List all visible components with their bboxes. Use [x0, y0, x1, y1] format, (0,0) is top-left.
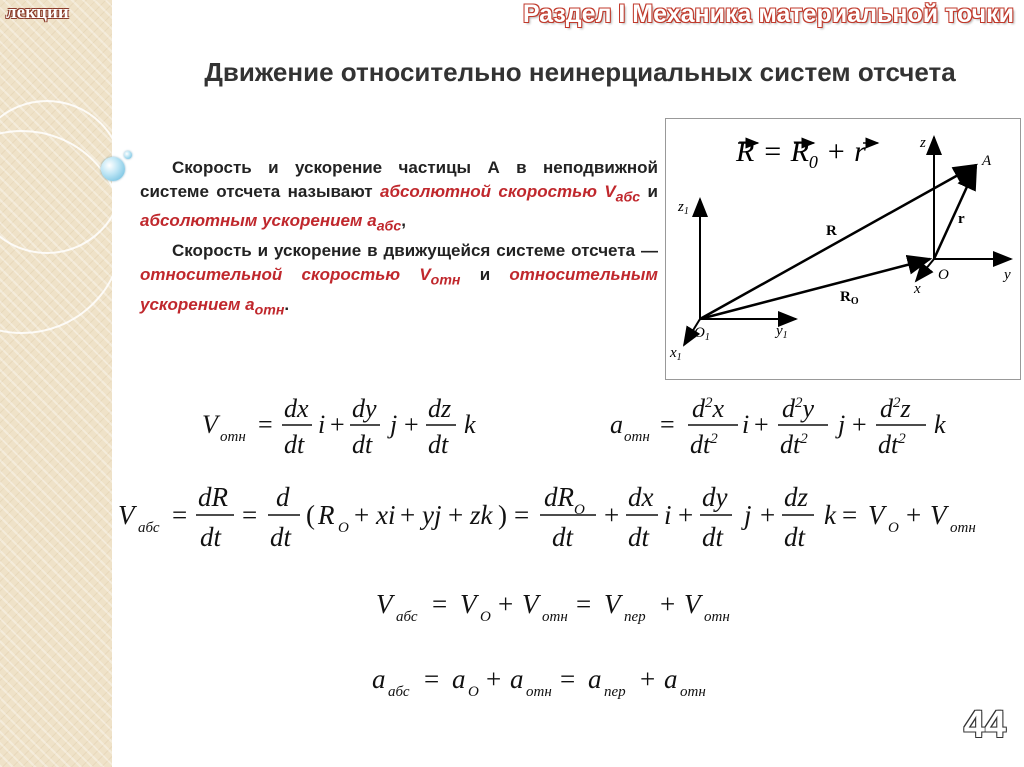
label-y1: $y_1$	[776, 323, 788, 341]
svg-text:V: V	[460, 589, 477, 619]
vector-RO	[700, 259, 930, 319]
svg-text:+: +	[604, 500, 620, 530]
svg-text:=: =	[242, 500, 258, 530]
vector-diagram	[666, 119, 1020, 379]
svg-text:R: R	[318, 500, 335, 530]
svg-text:отн: отн	[624, 429, 650, 445]
svg-text:отн: отн	[220, 429, 246, 445]
vector-r	[934, 167, 976, 259]
svg-text:dt: dt	[702, 522, 724, 552]
svg-text:V: V	[202, 410, 218, 439]
svg-text:dt: dt	[200, 522, 222, 552]
svg-text:пер: пер	[604, 684, 626, 700]
svg-text:a: a	[452, 664, 466, 694]
svg-text:dt: dt	[552, 522, 574, 552]
reference-frames-figure	[665, 118, 1021, 380]
svg-text:=: =	[842, 500, 858, 530]
label-r: r	[958, 211, 965, 227]
label-A: A	[982, 153, 992, 169]
svg-text:=: =	[660, 410, 675, 439]
svg-text:V: V	[522, 589, 539, 619]
lectures-label[interactable]: лекции	[6, 2, 69, 23]
label-RO: $R_O$	[840, 289, 859, 307]
svg-text:zk: zk	[470, 500, 493, 530]
label-y: y	[1004, 267, 1011, 283]
svg-text:): )	[498, 500, 507, 530]
formula-a-abs-sum	[370, 650, 790, 710]
label-z: z	[920, 135, 926, 151]
svg-text:dt2: $dt^2$	[878, 430, 906, 459]
svg-text:абс: абс	[388, 684, 410, 700]
svg-text:+: +	[640, 664, 656, 694]
slide-title: Движение относительно неинерциальных систем отсчета	[204, 57, 956, 87]
svg-text:+: +	[760, 500, 776, 530]
formula-a-rel	[608, 385, 978, 465]
svg-text:пер: пер	[624, 609, 646, 625]
svg-text:V: V	[604, 589, 621, 619]
svg-text:i: i	[742, 410, 750, 439]
label-O1: $O_1$	[694, 325, 710, 343]
svg-text:O: O	[888, 520, 899, 536]
svg-text:=: =	[258, 410, 273, 439]
svg-text:O: O	[480, 609, 491, 625]
paragraph-relative: Скорость и ускорение в движущейся системе отсчета — относительной скоростью $V_{отн}$ и относительным ускорением $а_{отн}$.	[140, 241, 658, 319]
svg-text:j: j	[838, 410, 846, 439]
bubble-large	[101, 157, 125, 181]
svg-text:dRO: $dR_O$	[544, 482, 585, 518]
svg-text:+: +	[448, 500, 464, 530]
svg-text:отн: отн	[950, 520, 976, 536]
svg-text:отн: отн	[542, 609, 568, 625]
svg-text:a: a	[588, 664, 602, 694]
svg-text:k: k	[824, 500, 836, 530]
svg-text:d2x: $d^2x$	[692, 394, 725, 423]
svg-text:j: j	[744, 500, 752, 530]
svg-text:d2z: $d^2z$	[880, 394, 911, 423]
svg-text:dy: dy	[352, 394, 377, 423]
svg-text:O: O	[338, 520, 349, 536]
bubble-small	[124, 151, 132, 159]
svg-text:O: O	[468, 684, 479, 700]
svg-text:V: V	[376, 589, 393, 619]
svg-text:абс: абс	[396, 609, 418, 625]
svg-text:d2y: $d^2y$	[782, 394, 815, 423]
svg-text:=: =	[172, 500, 188, 530]
svg-text:+: +	[754, 410, 769, 439]
svg-text:dz: dz	[784, 482, 809, 512]
formula-v-rel	[200, 385, 510, 465]
svg-text:+: +	[354, 500, 370, 530]
section-title: Раздел I Механика материальной точки	[522, 0, 1014, 28]
figure-formula: $R = R_0 + r$	[736, 135, 866, 172]
formula-v-abs-expanded	[116, 472, 1022, 562]
svg-text:dx: dx	[284, 394, 309, 423]
svg-text:k: k	[464, 410, 476, 439]
svg-text:dy: dy	[702, 482, 728, 512]
svg-text:dt: dt	[284, 430, 305, 459]
formula-v-abs-sum	[374, 575, 794, 635]
svg-text:=: =	[514, 500, 530, 530]
label-O: O	[938, 267, 949, 283]
svg-text:V: V	[684, 589, 701, 619]
svg-text:=: =	[560, 664, 576, 694]
body-text	[140, 156, 658, 323]
svg-text:dt: dt	[428, 430, 449, 459]
svg-text:i: i	[318, 410, 326, 439]
svg-text:a: a	[510, 664, 524, 694]
svg-text:+: +	[906, 500, 922, 530]
svg-text:xi: xi	[376, 500, 396, 530]
svg-text:dt2: $dt^2$	[690, 430, 718, 459]
svg-text:отн: отн	[704, 609, 730, 625]
svg-text:dt: dt	[628, 522, 650, 552]
svg-text:+: +	[678, 500, 694, 530]
label-x: x	[914, 281, 921, 297]
svg-text:yj: yj	[422, 500, 442, 530]
paragraph-absolute: Скорость и ускорение частицы А в неподвижной системе отсчета называют абсолютной скоростью $V_{абс}$ и абсолютным ускорением $а_{абс}$,	[140, 158, 658, 235]
svg-text:dR: dR	[198, 482, 228, 512]
svg-text:j: j	[390, 410, 398, 439]
svg-text:=: =	[432, 589, 448, 619]
svg-text:dt: dt	[784, 522, 806, 552]
svg-text:+: +	[404, 410, 419, 439]
svg-text:+: +	[660, 589, 676, 619]
svg-text:+: +	[486, 664, 502, 694]
svg-text:(: (	[306, 500, 315, 530]
svg-text:dt: dt	[270, 522, 292, 552]
svg-text:абс: абс	[138, 520, 160, 536]
svg-text:a: a	[610, 410, 623, 439]
svg-text:dt: dt	[352, 430, 373, 459]
svg-text:V: V	[868, 500, 885, 530]
label-x1: $x_1$	[670, 345, 682, 363]
svg-text:dt2: $dt^2$	[780, 430, 808, 459]
svg-text:=: =	[576, 589, 592, 619]
svg-text:i: i	[664, 500, 672, 530]
svg-text:=: =	[424, 664, 440, 694]
svg-text:+: +	[852, 410, 867, 439]
svg-text:V: V	[930, 500, 947, 530]
svg-text:a: a	[664, 664, 678, 694]
label-R: R	[826, 223, 837, 239]
svg-text:V: V	[118, 500, 135, 530]
svg-text:a: a	[372, 664, 386, 694]
svg-text:d: d	[276, 482, 290, 512]
svg-text:отн: отн	[526, 684, 552, 700]
svg-text:+: +	[498, 589, 514, 619]
svg-text:+: +	[400, 500, 416, 530]
svg-text:+: +	[330, 410, 345, 439]
page-number: 44	[963, 704, 1006, 746]
svg-text:отн: отн	[680, 684, 706, 700]
svg-text:k: k	[934, 410, 946, 439]
svg-text:dz: dz	[428, 394, 452, 423]
label-z1: $z_1$	[678, 199, 689, 217]
svg-text:dx: dx	[628, 482, 654, 512]
